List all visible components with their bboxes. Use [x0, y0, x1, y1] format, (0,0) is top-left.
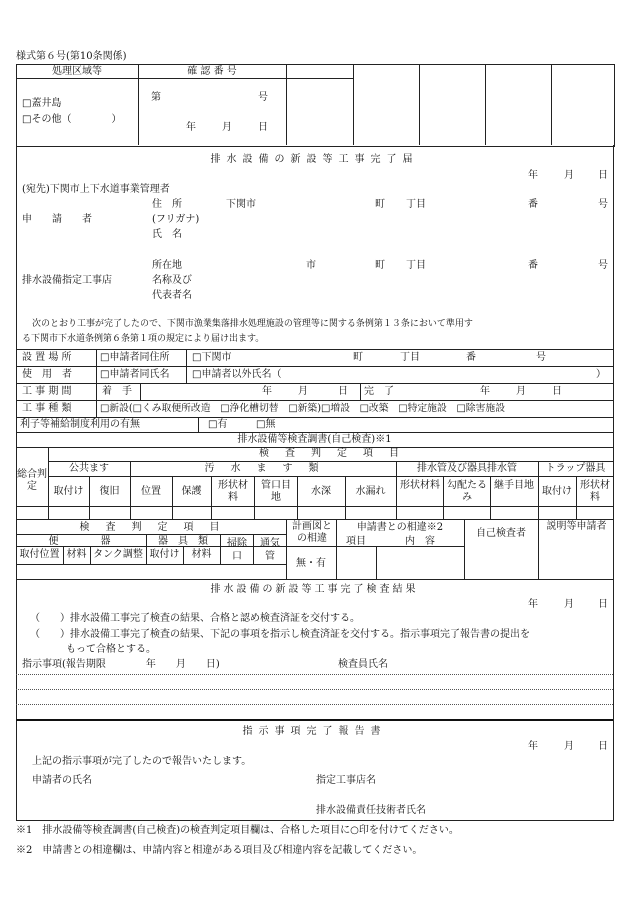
area-checkbox-other[interactable]: □その他（ ） — [22, 114, 122, 125]
note-1: ※1 排水設備等検査調書(自己検査)の検査判定項目欄は、合格した項目に○印を付けてください。 — [16, 825, 459, 836]
site-city-checkbox[interactable]: □下関市 — [192, 352, 232, 363]
sub-header-trap-shape: 形状材料 — [580, 480, 610, 503]
sub2-install-position: 取付位置 — [19, 549, 60, 560]
area-checkbox-futaoi[interactable]: □蓋井島 — [22, 98, 62, 109]
period-start-year: 年 — [262, 386, 272, 397]
completion-date-month: 月 — [564, 170, 574, 181]
self-inspector-label: 自己検査者 — [476, 528, 526, 539]
inspector-name-label: 検査員氏名 — [338, 659, 388, 670]
result-line-instructions: （ ）排水設備工事完了検査の結果、下記の事項を指示し検査済証を交付する。指示事項完了報告書の提出を — [30, 629, 530, 640]
site-same-checkbox[interactable]: □申請者同住所 — [100, 352, 170, 363]
sub2-equipment-install: 取付け — [149, 549, 180, 560]
result-date-month: 月 — [564, 599, 574, 610]
contractor-location-label: 所在地 — [152, 260, 182, 271]
confirm-no-suffix: 号 — [258, 92, 268, 103]
plan-diff-label: 計画図との相違 — [292, 521, 332, 544]
period-start-label: 着 手 — [102, 386, 132, 397]
applicant-furigana-label: (フリガナ) — [152, 214, 200, 225]
result-line-instructions-cont: もって合格とする。 — [66, 644, 156, 655]
report-text: 上記の指示事項が完了したので報告いたします。 — [32, 756, 252, 767]
sub-header-shape-material: 形状材料 — [218, 480, 248, 503]
period-end-year: 年 — [480, 386, 490, 397]
sub-header-trap-install: 取付け — [542, 486, 572, 497]
area-label: 処理区域等 — [52, 66, 102, 77]
plan-diff-yes-no[interactable]: 無・有 — [296, 558, 326, 569]
result-date-year: 年 — [528, 599, 538, 610]
kind-label: 工 事 種 類 — [22, 403, 72, 414]
inspection-items-label: 検 査 判 定 項 目 — [259, 448, 402, 459]
site-label: 設 置 場 所 — [22, 352, 72, 363]
sub-header-pipe-shape: 形状材料 — [400, 480, 440, 491]
kind-checkboxes[interactable]: □新設(□くみ取便所改造 □浄化槽切替 □新築)□増設 □改築 □特定施設 □除害施設 — [100, 403, 505, 414]
sewage-basin-label: 汚 水 ま す 類 — [204, 463, 322, 474]
fixture-label: 便 器 — [48, 536, 114, 547]
sub-header-restore: 復旧 — [99, 486, 120, 497]
confirm-no-prefix: 第 — [151, 92, 161, 103]
site-town: 町 — [353, 352, 363, 363]
pipe-group-label: 排水管及び器具排水管 — [417, 463, 517, 474]
report-engineer-name-label: 排水設備責任技術者氏名 — [316, 805, 426, 816]
form-number: 様式第６号(第10条関係) — [16, 51, 127, 62]
application-diff-label: 申請書との相違※2 — [356, 522, 444, 533]
applicant-label: 申 請 者 — [22, 214, 92, 225]
completion-date-day: 日 — [598, 170, 608, 181]
applicant-town: 町 — [375, 199, 385, 210]
applicant-city: 下関市 — [226, 199, 256, 210]
inspection-title: 排水設備等検査調書(自己検査)※1 — [237, 434, 392, 445]
subsidy-no-checkbox[interactable]: □無 — [256, 419, 276, 430]
period-end-day: 日 — [552, 386, 562, 397]
sub2-equipment-material: 材料 — [191, 549, 212, 560]
result-line-pass: （ ）排水設備工事完了検査の結果、合格と認め検査済証を交付する。 — [30, 613, 360, 624]
sub-header-position: 位置 — [141, 486, 161, 497]
applicant-address-label: 住 所 — [152, 199, 182, 210]
confirm-date-year: 年 — [186, 122, 196, 133]
site-chome: 丁目 — [400, 352, 420, 363]
period-start-day: 日 — [338, 386, 348, 397]
sub-header-water-depth: 水深 — [311, 486, 331, 497]
user-other-checkbox[interactable]: □申請者以外氏名（ — [192, 369, 282, 380]
sub-header-leak: 水漏れ — [355, 486, 386, 497]
completion-title: 排水設備の新設等工事完了届 — [210, 154, 419, 165]
contractor-ban: 番 — [528, 260, 538, 271]
report-title: 指示事項完了報告書 — [242, 726, 387, 737]
applicant-chome: 丁目 — [406, 199, 426, 210]
completion-date-year: 年 — [528, 170, 538, 181]
contractor-label: 排水設備指定工事店 — [22, 275, 112, 286]
applicant-ban: 番 — [528, 199, 538, 210]
sub-header-pipe-joint: 管口目地 — [261, 480, 291, 503]
public-basin-label: 公共ます — [69, 463, 109, 474]
sub-header-slope: 勾配たるみ — [447, 480, 487, 503]
contractor-town: 町 — [375, 260, 385, 271]
user-same-checkbox[interactable]: □申請者同氏名 — [100, 369, 170, 380]
result-title: 排水設備の新設等工事完了検査結果 — [210, 584, 419, 595]
overall-judgment-label: 総合判定 — [17, 469, 47, 492]
report-date-month: 月 — [564, 741, 574, 752]
subsidy-label: 利子等補給制度利用の有無 — [20, 419, 140, 430]
contractor-chome: 丁目 — [406, 260, 426, 271]
period-end-month: 月 — [516, 386, 526, 397]
body-text-2: る下関市下水道条例第６条第１項の規定により届け出ます。 — [22, 334, 265, 344]
applicant-name-label: 氏 名 — [152, 229, 182, 240]
period-start-month: 月 — [298, 386, 308, 397]
result-date-day: 日 — [598, 599, 608, 610]
contractor-go: 号 — [598, 260, 608, 271]
period-label: 工 事 期 間 — [22, 386, 72, 397]
contractor-company-label: 名称及び — [152, 275, 192, 286]
trap-group-label: トラップ器具 — [545, 463, 606, 474]
sub-header-install: 取付け — [53, 486, 84, 497]
sub-header-protection: 保護 — [181, 486, 202, 497]
sub-header-joint: 継手目地 — [494, 480, 534, 491]
vent-pipe-label: 通気管 — [260, 538, 280, 562]
contractor-shi: 市 — [306, 260, 316, 271]
sub2-tank-adjust: タンク調整 — [93, 549, 143, 560]
diff-item-label: 項目 — [346, 536, 366, 547]
equipment-label: 器 具 類 — [158, 536, 208, 547]
confirm-date-month: 月 — [222, 122, 232, 133]
cleaning-port-label: 掃除口 — [227, 538, 247, 562]
contractor-rep-label: 代表者名 — [152, 290, 192, 301]
report-applicant-name-label: 申請者の氏名 — [32, 775, 92, 786]
confirm-number-label: 確 認 番 号 — [187, 66, 237, 77]
subsidy-yes-checkbox[interactable]: □有 — [208, 419, 228, 430]
report-date-year: 年 — [528, 741, 538, 752]
user-close-paren: ） — [596, 369, 606, 380]
report-contractor-name-label: 指定工事店名 — [316, 775, 376, 786]
body-text-1: 次のとおり工事が完了したので、下関市漁業集落排水処理施設の管理等に関する条例第１３条において準用す — [32, 319, 473, 329]
sub2-material: 材料 — [66, 549, 87, 560]
instruction-deadline-label: 指示事項(報告期限 年 月 日) — [22, 659, 220, 670]
report-date-day: 日 — [598, 741, 608, 752]
site-ban: 番 — [466, 352, 476, 363]
period-end-label: 完 了 — [364, 386, 394, 397]
addressee: (宛先)下関市上下水道事業管理者 — [22, 184, 170, 195]
explanation-applicant-label: 説明等申請者 — [546, 521, 607, 532]
confirm-date-day: 日 — [258, 122, 268, 133]
note-2: ※2 申請書との相違欄は、申請内容と相違がある項目及び相違内容を記載してください。 — [16, 845, 423, 856]
site-go: 号 — [536, 352, 546, 363]
user-label: 使 用 者 — [22, 369, 72, 380]
applicant-go: 号 — [598, 199, 608, 210]
diff-content-label: 内 容 — [405, 536, 435, 547]
inspection-items-label-2: 検 査 判 定 項 目 — [79, 522, 223, 533]
